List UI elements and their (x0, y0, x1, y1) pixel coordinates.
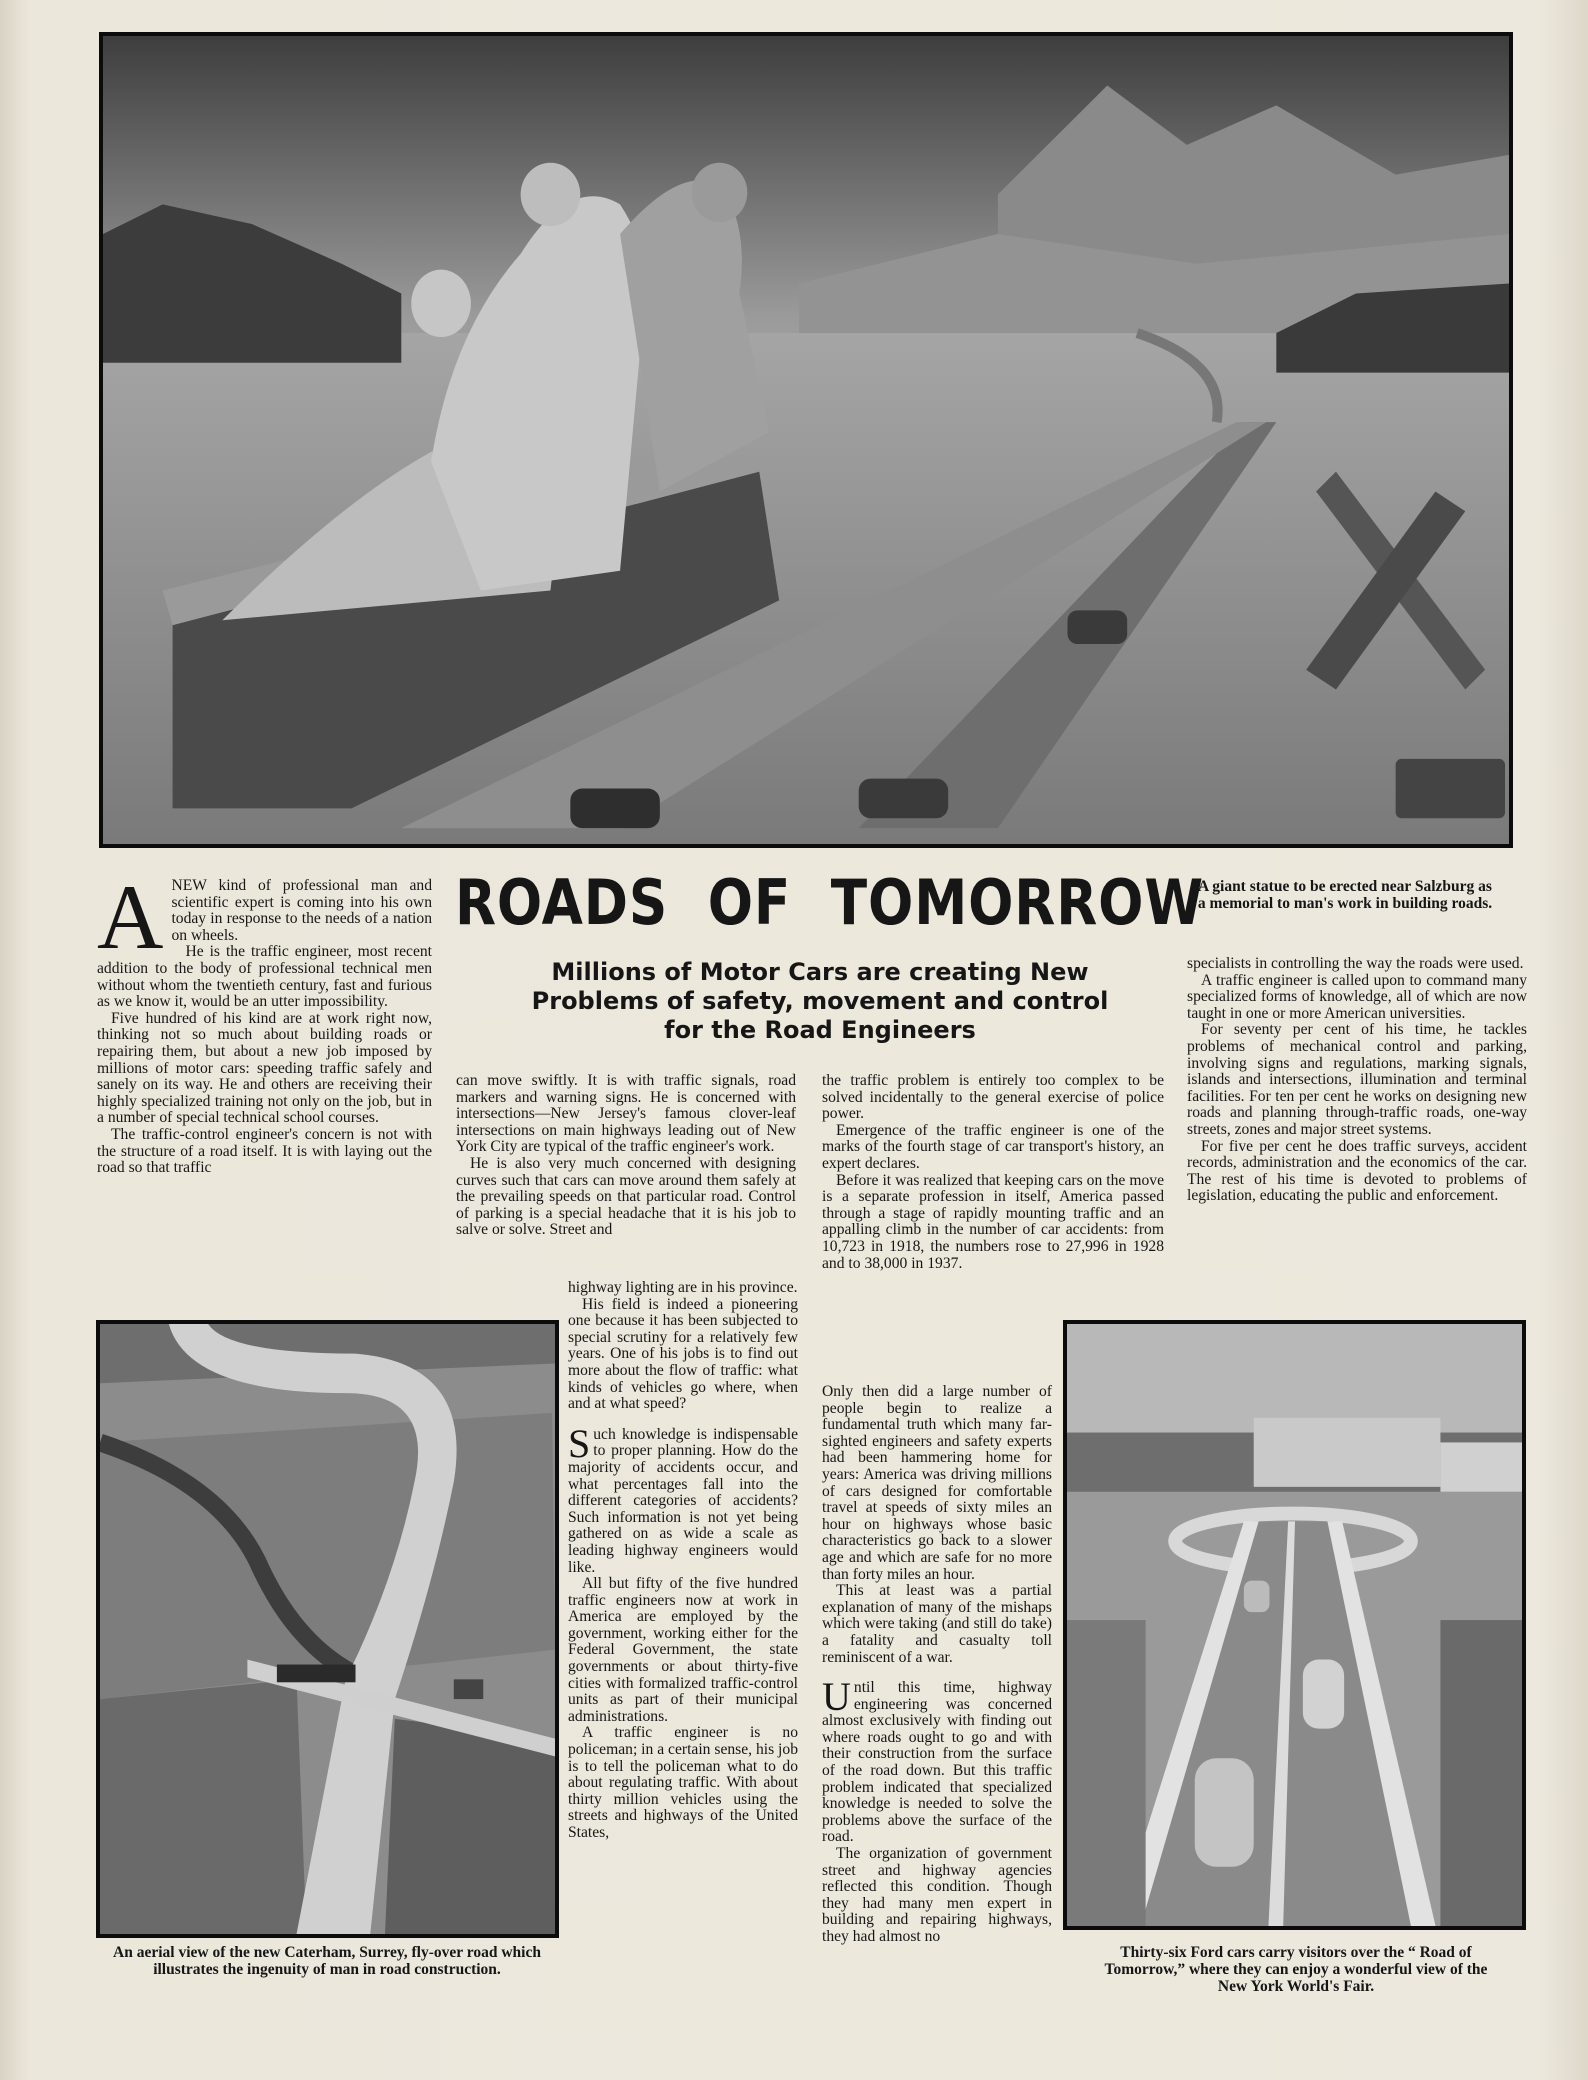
title-word-tomorrow: TOMORROW (830, 866, 1205, 939)
body-paragraph: specialists in controlling the way the roads were used. (1187, 955, 1524, 972)
statue-caption: A giant statue to be erected near Salzburg as a memorial to man's work in building roads. (1197, 878, 1493, 912)
subtitle-line: Problems of safety, movement and control (531, 987, 1109, 1015)
article-column-mid-b (822, 1384, 1052, 1946)
body-paragraph: Before it was realized that keeping cars on the move is a separate profession in itself, America passed through a stage of rapidly mounting traffic and an appalling climb in the number of car accidents: from 10,723 in 1918, the numbers rose to 27,996 in 1928 and to 38,000 in 1937. (822, 1171, 1164, 1272)
drop-cap-a: A (97, 866, 164, 968)
body-paragraph: highway lighting are in his province. (568, 1279, 798, 1296)
s-paragraph: Such knowledge is indispensable to proper planning. How do the majority of accidents occur, and what percentages fall into the different categories of accidents? Such information is not yet being gathered on as wide a scale as leading highway engineers would like. (568, 1420, 798, 1576)
aerial-drawing (100, 1324, 555, 1934)
article-column-3 (822, 1073, 1164, 1272)
drop-cap-u: U (822, 1674, 851, 1720)
article-column-1 (97, 866, 432, 1177)
body-paragraph: Only then did a large number of people begin to realize a fundamental truth which many far-sighted engineers and safety experts had been hammering home for years: America was driving millions of cars designed for comfortable travel at speeds of sixty miles an hour on highways whose basic characteristics go back to a slower age and which are safe for no more than forty miles an hour. (822, 1383, 1052, 1583)
body-paragraph: Five hundred of his kind are at work right now, thinking not so much about building roads or repairing them, but about a new job imposed by millions of motor cars: speeding traffic safely and sanely on its way. He and others are receiving their highly specialized training not only on the job, but in a number of special technical school courses. (97, 1009, 432, 1127)
drop-cap-s: S (568, 1420, 591, 1466)
body-paragraph: the traffic problem is entirely too complex to be solved incidentally to the general exercise of police power. (822, 1072, 1164, 1123)
article-column-mid-a (568, 1280, 798, 1842)
article-column-2 (456, 1073, 796, 1239)
ford-caption: Thirty-six Ford cars carry visitors over the “ Road of Tomorrow,” where they can enjoy a wonderful view of the New York World's Fair. (1104, 1944, 1488, 1995)
body-paragraph: His field is indeed a pioneering one because it has been subjected to special scrutiny for a relatively few years. One of his jobs is to find out more about the flow of traffic: what kinds of vehicles go where, when and at what speed? (568, 1295, 798, 1413)
body-paragraph: For five per cent he does traffic surveys, accident records, administration and the economics of the car. The rest of his time is devoted to problems of legislation, educating the public and enforcement. (1187, 1137, 1527, 1205)
body-paragraph: The traffic-control engineer's concern is not with the structure of a road itself. It is with laying out the road so that traffic (97, 1125, 432, 1177)
subtitle-line: Millions of Motor Cars are creating New (551, 958, 1089, 986)
body-paragraph: All but fifty of the five hundred traffic engineers now at work in America are employed by the government, working either for the Federal Government, the state governments or about thirty-five cities with formalized traffic-control units as part of their municipal administrations. (568, 1575, 798, 1725)
body-paragraph: This at least was a partial explanation of many of the mishaps which were taking (and still do take) a fatality and casualty toll reminiscent of a war. (822, 1582, 1052, 1666)
subtitle-line: for the Road Engineers (664, 1016, 976, 1044)
body-paragraph: He is also very much concerned with designing curves such that cars can move around them safely at the prevailing speeds on that particular road. Control of parking is a special headache that it is his job to salve or solve. Street and (456, 1154, 796, 1239)
body-paragraph: Emergence of the traffic engineer is one of the marks of the fourth stage of car transport's history, an expert declares. (822, 1121, 1164, 1172)
body-paragraph: can move swiftly. It is with traffic signals, road markers and warning signs. He is concerned with intersections—New Jersey's famous clover-leaf intersections on main highways leading out of New York City are typical of the traffic engineer's work. (456, 1072, 796, 1156)
u-paragraph: Until this time, highway engineering was concerned almost exclusively with finding out where roads ought to go and with their construction from the surface of the road down. But this traffic problem indicated that specialized knowledge is needed to solve the problems above the surface of the road. (822, 1674, 1052, 1846)
title-word-of: OF (707, 866, 792, 939)
statue-drawing (103, 36, 1509, 844)
title-word-roads: ROADS (455, 866, 669, 939)
statue-illustration (99, 32, 1513, 848)
article-title (455, 866, 1205, 939)
intro-paragraph: ANEW kind of professional man and scientific expert is coming into his own today in response to the needs of a nation on wheels. (97, 866, 432, 968)
aerial-caption: An aerial view of the new Caterham, Surrey, fly-over road which illustrates the ingenuity of man in road construction. (113, 1944, 541, 1978)
body-paragraph: For seventy per cent of his time, he tackles problems of mechanical control and parking, involving signs and regulations, marking signals, islands and intersections, illumination and terminal facilities. For ten per cent he works on designing new roads and planning through-traffic roads, one-way streets, zones and major street systems. (1187, 1021, 1527, 1138)
body-paragraph: He is the traffic engineer, most recent addition to the body of professional technical men without whom the twentieth century, fast and furious as we know it, would be an utter impossibility. (97, 943, 432, 1011)
body-paragraph: A traffic engineer is called upon to command many specialized forms of knowledge, all of which are now taught in one or more American universities. (1187, 971, 1527, 1022)
article-subtitle (460, 958, 1180, 1045)
body-paragraph: The organization of government street and highway agencies reflected this condition. Though they had many men expert in building and repairing highways, they had almost no (822, 1845, 1052, 1945)
aerial-photo (96, 1320, 559, 1938)
article-column-4 (1187, 956, 1527, 1205)
body-paragraph: A traffic engineer is no policeman; in a certain sense, his job is to tell the policeman what to do about regulating traffic. With about thirty million vehicles using the streets and highways of the United States, (568, 1724, 798, 1841)
ford-photo (1063, 1320, 1526, 1930)
ford-drawing (1067, 1324, 1522, 1926)
